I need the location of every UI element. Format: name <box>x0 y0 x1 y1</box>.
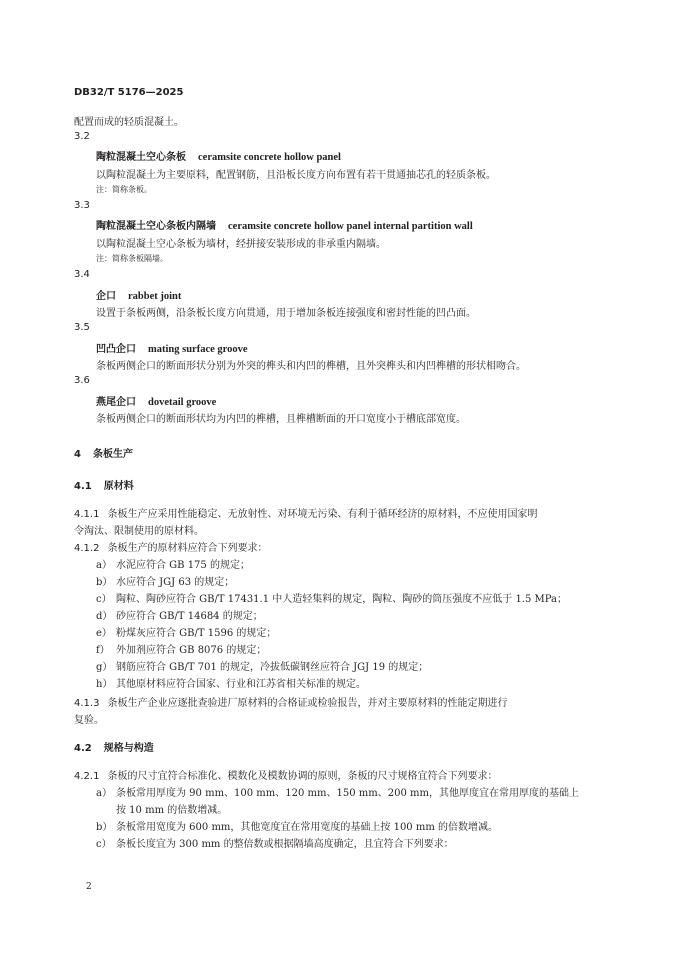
term-en: rabbet joint <box>128 291 182 302</box>
list-item <box>96 784 579 799</box>
clause-text: 条板的尺寸宜符合标准化、模数化及模数协调的原则，条板的尺寸规格宜符合下列要求： <box>107 771 498 782</box>
list-item <box>96 607 263 622</box>
clause <box>74 767 497 782</box>
clause-number: 4.1.3 <box>74 698 100 709</box>
list-marker: c） <box>96 839 112 850</box>
list-marker: b） <box>96 577 113 588</box>
continuation-text: 配置而成的轻质混凝土。 <box>74 117 184 128</box>
term-cn: 燕尾企口 <box>96 397 136 408</box>
clause-number: 4.1.2 <box>74 543 100 554</box>
term-heading <box>96 340 248 355</box>
section-title: 条板生产 <box>92 449 133 460</box>
section-number: 4.2 <box>74 743 92 754</box>
term-cn: 企口 <box>96 291 116 302</box>
list-text: 其他原材料应符合国家、行业和江苏省相关标准的规定。 <box>116 679 366 690</box>
term-cn: 陶粒混凝土空心条板内隔墙 <box>96 221 216 232</box>
list-text: 粉煤灰应符合 GB/T 1596 的规定； <box>116 628 277 639</box>
subsection-heading <box>74 477 134 492</box>
list-text: 条板常用厚度为 90 mm、100 mm、120 mm、150 mm、200 mm，其他厚度宜在常用厚度的基础上 <box>116 788 579 799</box>
term-heading <box>96 287 181 302</box>
section-number: 4.1 <box>74 481 92 492</box>
list-text: 陶粒、陶砂应符合 GB/T 17431.1 中人造轻集料的规定，陶粒、陶砂的筒压强度不应低于 1.5 MPa； <box>116 594 568 605</box>
list-item <box>96 835 454 850</box>
term-heading <box>96 217 473 232</box>
page-number: 2 <box>86 882 92 892</box>
term-definition: 以陶粒混凝土空心条板为墙材，经拼接安装形成的非承重内隔墙。 <box>96 239 386 250</box>
term-definition: 以陶粒混凝土为主要原料，配置钢筋，且沿板长度方向布置有若干贯通抽芯孔的轻质条板。 <box>96 170 496 181</box>
list-marker: d） <box>96 611 113 622</box>
list-text-continuation: 按 10 mm 的倍数增减。 <box>116 805 228 816</box>
list-item <box>96 818 498 833</box>
term-definition: 条板两侧企口的断面形状均为内凹的榫槽，且榫槽断面的开口宽度小于槽底部宽度。 <box>96 414 466 425</box>
term-heading <box>96 393 216 408</box>
term-cn: 陶粒混凝土空心条板 <box>96 152 186 163</box>
list-marker: a） <box>96 560 112 571</box>
list-item <box>96 573 234 588</box>
list-marker: f） <box>96 645 110 656</box>
section-number: 4 <box>74 449 81 460</box>
list-text: 水泥应符合 GB 175 的规定； <box>116 560 250 571</box>
term-en: ceramsite concrete hollow panel <box>198 152 341 163</box>
term-definition: 设置于条板两侧，沿条板长度方向贯通，用于增加条板连接强度和密封性能的凹凸面。 <box>96 308 476 319</box>
list-text: 条板长度宜为 300 mm 的整倍数或根据隔墙高度确定，且宜符合下列要求： <box>116 839 454 850</box>
clause-number: 4.1.1 <box>74 509 100 520</box>
term-note: 注：简称条板隔墙。 <box>96 254 168 263</box>
section-title: 原材料 <box>103 481 134 492</box>
clause <box>74 505 537 520</box>
list-marker: h） <box>96 679 113 690</box>
document-code: DB32/T 5176—2025 <box>74 87 184 98</box>
clause-text: 条板生产应采用性能稳定、无放射性、对环境无污染、有利于循环经济的原材料，不应使用国家明 <box>107 509 538 520</box>
term-number: 3.2 <box>74 131 90 142</box>
section-title: 规格与构造 <box>103 743 154 754</box>
term-en: dovetail groove <box>148 397 217 408</box>
list-marker: c） <box>96 594 112 605</box>
list-marker: a） <box>96 788 112 799</box>
term-en: ceramsite concrete hollow panel internal partition wall <box>228 221 473 232</box>
term-number: 3.6 <box>74 375 90 386</box>
term-number: 3.5 <box>74 322 90 333</box>
clause <box>74 694 507 709</box>
list-marker: e） <box>96 628 112 639</box>
clause-text: 条板生产企业应逐批查验进厂原材料的合格证或检验报告，并对主要原材料的性能定期进行 <box>107 698 508 709</box>
list-text: 条板常用宽度为 600 mm，其他宽度宜在常用宽度的基础上按 100 mm 的倍数增减。 <box>116 822 498 833</box>
list-marker: g） <box>96 662 113 673</box>
list-item <box>96 556 250 571</box>
subsection-heading <box>74 739 154 754</box>
term-heading <box>96 148 341 163</box>
list-text: 钢筋应符合 GB/T 701 的规定，冷拔低碳钢丝应符合 JGJ 19 的规定； <box>116 662 429 673</box>
list-text: 砂应符合 GB/T 14684 的规定； <box>116 611 263 622</box>
term-note: 注：简称条板。 <box>96 185 152 194</box>
term-cn: 凹凸企口 <box>96 344 136 355</box>
list-text: 水应符合 JGJ 63 的规定； <box>116 577 235 588</box>
clause-text-continuation: 令淘汰、限制使用的原材料。 <box>74 526 204 537</box>
list-item <box>96 624 276 639</box>
clause-text-continuation: 复验。 <box>74 715 104 726</box>
list-marker: b） <box>96 822 113 833</box>
clause <box>74 539 267 554</box>
clause-number: 4.2.1 <box>74 771 100 782</box>
clause-text: 条板生产的原材料应符合下列要求： <box>107 543 268 554</box>
section-heading <box>74 445 133 460</box>
term-en: mating surface groove <box>148 344 248 355</box>
term-number: 3.4 <box>74 269 90 280</box>
list-text: 外加剂应符合 GB 8076 的规定； <box>116 645 267 656</box>
list-item <box>96 675 366 690</box>
term-definition: 条板两侧企口的断面形状分别为外突的榫头和内凹的榫槽，且外突榫头和内凹榫槽的形状相吻合。 <box>96 361 526 372</box>
list-item <box>96 641 266 656</box>
term-number: 3.3 <box>74 200 90 211</box>
list-item <box>96 590 567 605</box>
list-item <box>96 658 428 673</box>
